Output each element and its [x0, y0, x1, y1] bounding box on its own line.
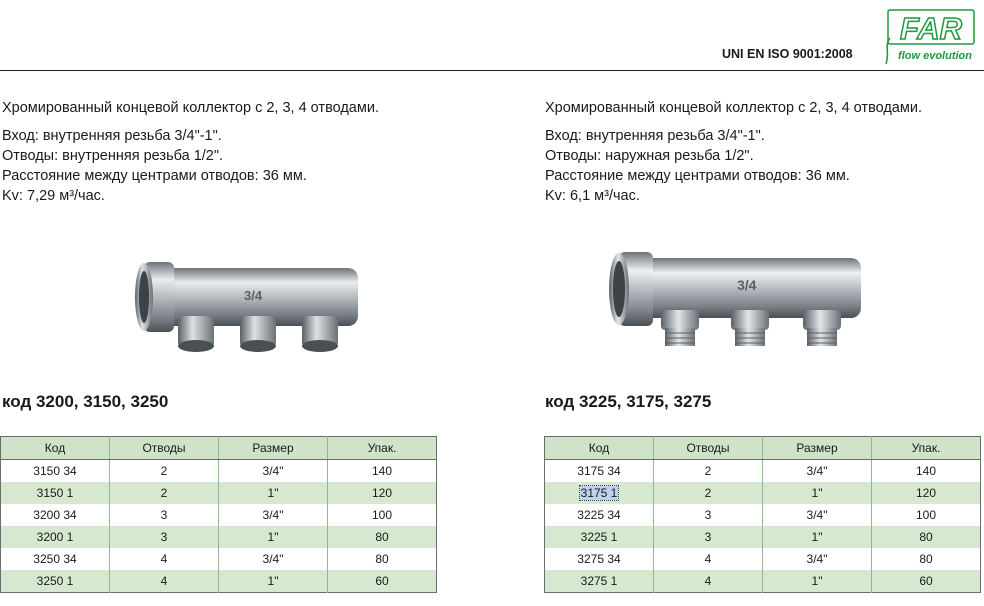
right-product-table [544, 436, 981, 593]
cell-size: 1" [763, 526, 872, 548]
cell-code: 3275 34 [545, 548, 654, 570]
cell-code[interactable] [545, 482, 654, 504]
cell-pack: 100 [872, 504, 981, 526]
left-product-table [0, 436, 437, 593]
right-spec-outlets: Отводы: наружная резьба 1/2". [545, 148, 754, 164]
right-manifold-marking: 3/4 [737, 277, 757, 293]
cell-pack: 60 [328, 570, 437, 593]
table-row [545, 482, 981, 504]
cell-outlets: 2 [654, 482, 763, 504]
cell-size: 3/4" [219, 460, 328, 483]
cell-size: 1" [219, 482, 328, 504]
cell-size: 1" [219, 526, 328, 548]
cell-size: 1" [763, 482, 872, 504]
right-code-title: код 3225, 3175, 3275 [545, 392, 712, 411]
cell-outlets: 4 [110, 548, 219, 570]
right-spec-distance: Расстояние между центрами отводов: 36 мм. [545, 168, 850, 184]
cell-outlets: 2 [110, 460, 219, 483]
cell-size: 3/4" [763, 504, 872, 526]
cell-size: 3/4" [763, 460, 872, 483]
table-row [1, 460, 437, 483]
cell-code: 3200 34 [1, 504, 110, 526]
cell-code: 3150 34 [1, 460, 110, 483]
cell-pack: 140 [872, 460, 981, 483]
table-row [545, 548, 981, 570]
logo-tagline: flow evolution [898, 50, 972, 62]
cell-pack: 80 [328, 526, 437, 548]
right-spec-kv: Kv: 6,1 м³/час. [545, 188, 640, 204]
table-row [1, 504, 437, 526]
column-header-pack: Упак. [872, 437, 981, 460]
table-row [545, 460, 981, 483]
right-spec-inlet: Вход: внутренняя резьба 3/4"-1". [545, 128, 765, 144]
cell-size: 3/4" [219, 504, 328, 526]
column-header-size: Размер [219, 437, 328, 460]
cell-outlets: 4 [654, 548, 763, 570]
table-row [545, 526, 981, 548]
left-manifold-image [130, 258, 360, 358]
cell-pack: 100 [328, 504, 437, 526]
table-row [1, 482, 437, 504]
table-header-row [545, 437, 981, 460]
cell-pack: 60 [872, 570, 981, 593]
cell-size: 1" [763, 570, 872, 593]
cell-outlets: 4 [110, 570, 219, 593]
logo-swoosh-icon [886, 38, 890, 64]
left-spec-outlets: Отводы: внутренняя резьба 1/2". [2, 148, 224, 164]
cell-code: 3225 34 [545, 504, 654, 526]
cell-code: 3275 1 [545, 570, 654, 593]
cell-outlets: 3 [654, 504, 763, 526]
cell-size: 1" [219, 570, 328, 593]
table-row [1, 548, 437, 570]
left-title: Хромированный концевой коллектор с 2, 3, 4 отводами. [2, 100, 379, 116]
left-manifold-marking: 3/4 [244, 288, 263, 303]
table-header-row [1, 437, 437, 460]
table-row [1, 570, 437, 593]
cell-pack: 120 [328, 482, 437, 504]
cell-code: 3175 34 [545, 460, 654, 483]
cell-pack: 80 [872, 526, 981, 548]
logo-brand: FAR [900, 11, 962, 46]
cell-code: 3150 1 [1, 482, 110, 504]
far-logo [882, 8, 978, 66]
cell-code: 3225 1 [545, 526, 654, 548]
cell-outlets: 3 [654, 526, 763, 548]
certification-text: UNI EN ISO 9001:2008 [722, 47, 853, 61]
cell-pack: 80 [328, 548, 437, 570]
right-title: Хромированный концевой коллектор с 2, 3, 4 отводами. [545, 100, 922, 116]
column-header-code: Код [1, 437, 110, 460]
header-rule [0, 70, 984, 71]
cell-code: 3250 1 [1, 570, 110, 593]
left-description [2, 98, 422, 206]
cell-outlets: 4 [654, 570, 763, 593]
selected-text[interactable]: 3175 1 [580, 486, 618, 500]
right-manifold-image [605, 250, 865, 360]
cell-code: 3200 1 [1, 526, 110, 548]
column-header-pack: Упак. [328, 437, 437, 460]
table-row [1, 526, 437, 548]
cell-size: 3/4" [763, 548, 872, 570]
cell-pack: 140 [328, 460, 437, 483]
table-row [545, 570, 981, 593]
column-header-outlets: Отводы [654, 437, 763, 460]
left-spec-kv: Kv: 7,29 м³/час. [2, 188, 105, 204]
cell-pack: 120 [872, 482, 981, 504]
cell-pack: 80 [872, 548, 981, 570]
left-spec-inlet: Вход: внутренняя резьба 3/4"-1". [2, 128, 222, 144]
left-spec-distance: Расстояние между центрами отводов: 36 мм. [2, 168, 307, 184]
column-header-size: Размер [763, 437, 872, 460]
cell-code: 3250 34 [1, 548, 110, 570]
left-code-title: код 3200, 3150, 3250 [2, 392, 169, 411]
column-header-code: Код [545, 437, 654, 460]
cell-outlets: 2 [110, 482, 219, 504]
column-header-outlets: Отводы [110, 437, 219, 460]
cell-size: 3/4" [219, 548, 328, 570]
right-description [545, 98, 965, 206]
cell-outlets: 3 [110, 504, 219, 526]
table-row [545, 504, 981, 526]
cell-outlets: 3 [110, 526, 219, 548]
cell-outlets: 2 [654, 460, 763, 483]
